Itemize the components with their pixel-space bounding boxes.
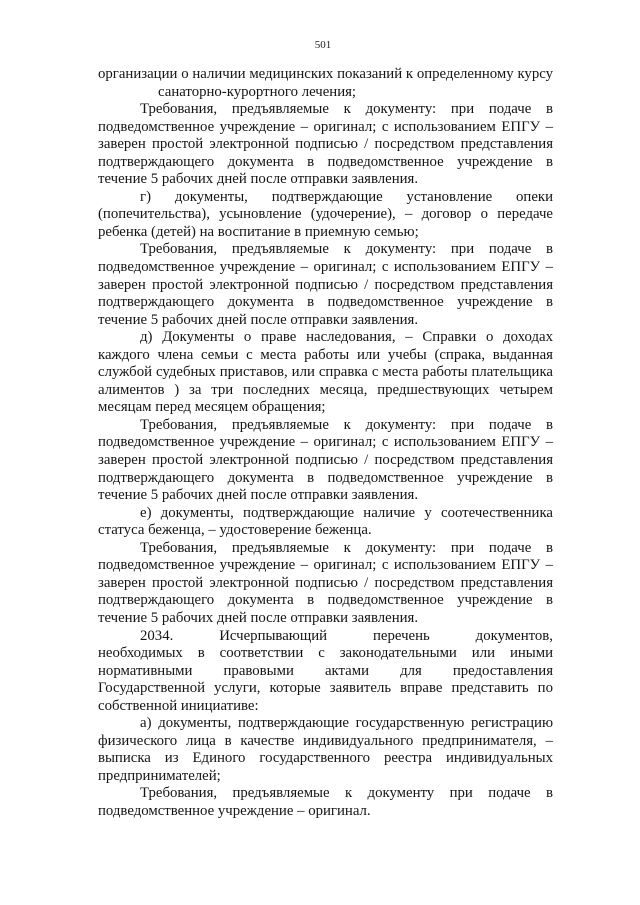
line-text: д) Документы о праве наследования, – Справки о доходах bbox=[140, 329, 553, 346]
text-line bbox=[98, 575, 553, 593]
text-line bbox=[98, 470, 553, 488]
document-body bbox=[98, 66, 553, 821]
line-text: заверен простой электронной подписью / посредством представления bbox=[98, 452, 553, 469]
text-line bbox=[140, 540, 553, 558]
line-text: 2034. Исчерпывающий перечень документов, bbox=[140, 627, 553, 644]
line-text: подтверждающего документа в подведомственное учреждение в bbox=[98, 294, 553, 311]
line-text: выписка из Единого государственного реестра индивидуальных bbox=[98, 750, 553, 767]
text-line bbox=[98, 750, 553, 768]
line-text: заверен простой электронной подписью / посредством представления bbox=[98, 574, 553, 591]
line-text: а) документы, подтверждающие государственную регистрацию bbox=[140, 715, 553, 732]
paragraph bbox=[98, 66, 553, 101]
line-text: статуса беженца, – удостоверение беженца. bbox=[98, 522, 372, 539]
paragraph bbox=[98, 540, 553, 628]
text-line bbox=[98, 399, 553, 417]
line-text: Требования, предъявляемые к документу: при подаче в bbox=[140, 416, 553, 433]
line-text: службой судебных приставов, или справка с места работы плательщика bbox=[98, 364, 553, 381]
page-number: 501 bbox=[314, 39, 332, 51]
line-text: предпринимателей; bbox=[98, 767, 221, 784]
line-text: (попечительства), усыновление (удочерение), – договор о передаче bbox=[98, 206, 553, 223]
line-text: Требования, предъявляемые к документу: при подаче в bbox=[140, 539, 553, 556]
paragraph bbox=[98, 417, 553, 505]
text-line bbox=[140, 417, 553, 435]
text-line bbox=[140, 241, 553, 259]
line-text: месяцам перед месяцем обращения; bbox=[98, 399, 326, 416]
paragraph bbox=[98, 189, 553, 242]
text-line bbox=[98, 452, 553, 470]
line-text: ребенка (детей) на воспитание в приемную семью; bbox=[98, 223, 419, 240]
line-text: заверен простой электронной подписью / посредством представления bbox=[98, 136, 553, 153]
line-text: каждого члена семьи с места работы или учебы (спрака, выданная bbox=[98, 346, 553, 363]
paragraph bbox=[98, 715, 553, 785]
paragraph bbox=[98, 628, 553, 716]
text-line bbox=[140, 785, 553, 803]
text-line bbox=[98, 610, 553, 628]
text-line bbox=[98, 259, 553, 277]
text-line bbox=[98, 171, 553, 189]
text-line bbox=[98, 382, 553, 400]
line-text: нормативными правовыми актами для предоставления bbox=[98, 662, 553, 679]
line-text: подведомственное учреждение – оригинал; с использованием ЕПГУ – bbox=[98, 118, 553, 135]
line-text: е) документы, подтверждающие наличие у соотечественника bbox=[140, 504, 553, 521]
text-line bbox=[140, 329, 553, 347]
text-line bbox=[98, 698, 553, 716]
line-text: подтверждающего документа в подведомственное учреждение в bbox=[98, 592, 553, 609]
text-line bbox=[140, 628, 553, 646]
line-text: Требования, предъявляемые к документу: при подаче в bbox=[140, 241, 553, 258]
text-line bbox=[98, 680, 553, 698]
text-line bbox=[98, 206, 553, 224]
text-line bbox=[98, 733, 553, 751]
text-line bbox=[98, 312, 553, 330]
text-line bbox=[98, 154, 553, 172]
line-text: течение 5 рабочих дней после отправки заявления. bbox=[98, 171, 419, 188]
line-text: санаторно-курортного лечения; bbox=[158, 83, 357, 100]
text-line bbox=[98, 768, 553, 786]
line-text: подтверждающего документа в подведомственное учреждение в bbox=[98, 153, 553, 170]
line-text: подведомственное учреждение – оригинал; с использованием ЕПГУ – bbox=[98, 259, 553, 276]
line-text: собственной инициативе: bbox=[98, 697, 259, 714]
text-line bbox=[98, 364, 553, 382]
line-text: течение 5 рабочих дней после отправки заявления. bbox=[98, 311, 419, 328]
line-text: течение 5 рабочих дней после отправки заявления. bbox=[98, 609, 419, 626]
paragraph bbox=[98, 785, 553, 820]
text-line bbox=[98, 277, 553, 295]
line-text: подведомственное учреждение – оригинал; с использованием ЕПГУ – bbox=[98, 557, 553, 574]
text-line bbox=[98, 645, 553, 663]
line-text: подтверждающего документа в подведомственное учреждение в bbox=[98, 469, 553, 486]
line-text: г) документы, подтверждающие установление опеки bbox=[140, 188, 553, 205]
text-line bbox=[98, 224, 553, 242]
text-line bbox=[140, 715, 553, 733]
line-text: подведомственное учреждение – оригинал. bbox=[98, 802, 371, 819]
text-line bbox=[98, 803, 553, 821]
text-line bbox=[98, 434, 553, 452]
text-line bbox=[98, 557, 553, 575]
line-text: подведомственное учреждение – оригинал; с использованием ЕПГУ – bbox=[98, 434, 553, 451]
line-text: физического лица в качестве индивидуального предпринимателя, – bbox=[98, 732, 553, 749]
line-text: течение 5 рабочих дней после отправки заявления. bbox=[98, 487, 419, 504]
text-line bbox=[140, 101, 553, 119]
text-line bbox=[98, 487, 553, 505]
text-line bbox=[98, 522, 553, 540]
text-line bbox=[98, 136, 553, 154]
line-text: заверен простой электронной подписью / посредством представления bbox=[98, 276, 553, 293]
text-line bbox=[98, 592, 553, 610]
text-line bbox=[98, 119, 553, 137]
paragraph bbox=[98, 241, 553, 329]
line-text: Требования, предъявляемые к документу при подаче в bbox=[140, 785, 553, 802]
text-line bbox=[140, 189, 553, 207]
text-line bbox=[140, 505, 553, 523]
text-line bbox=[158, 84, 553, 102]
line-text: Требования, предъявляемые к документу: при подаче в bbox=[140, 101, 553, 118]
line-text: алиментов ) за три последних месяца, предшествующих четырем bbox=[98, 381, 553, 398]
line-text: организации о наличии медицинских показаний к определенному курсу bbox=[98, 66, 553, 82]
paragraph bbox=[98, 329, 553, 417]
text-line bbox=[98, 347, 553, 365]
text-line bbox=[98, 294, 553, 312]
paragraph bbox=[98, 101, 553, 189]
text-line bbox=[98, 66, 553, 84]
line-text: Государственной услуги, которые заявитель вправе представить по bbox=[98, 680, 553, 697]
text-line bbox=[98, 663, 553, 681]
line-text: необходимых в соответствии с законодательными или иными bbox=[98, 645, 553, 662]
paragraph bbox=[98, 505, 553, 540]
